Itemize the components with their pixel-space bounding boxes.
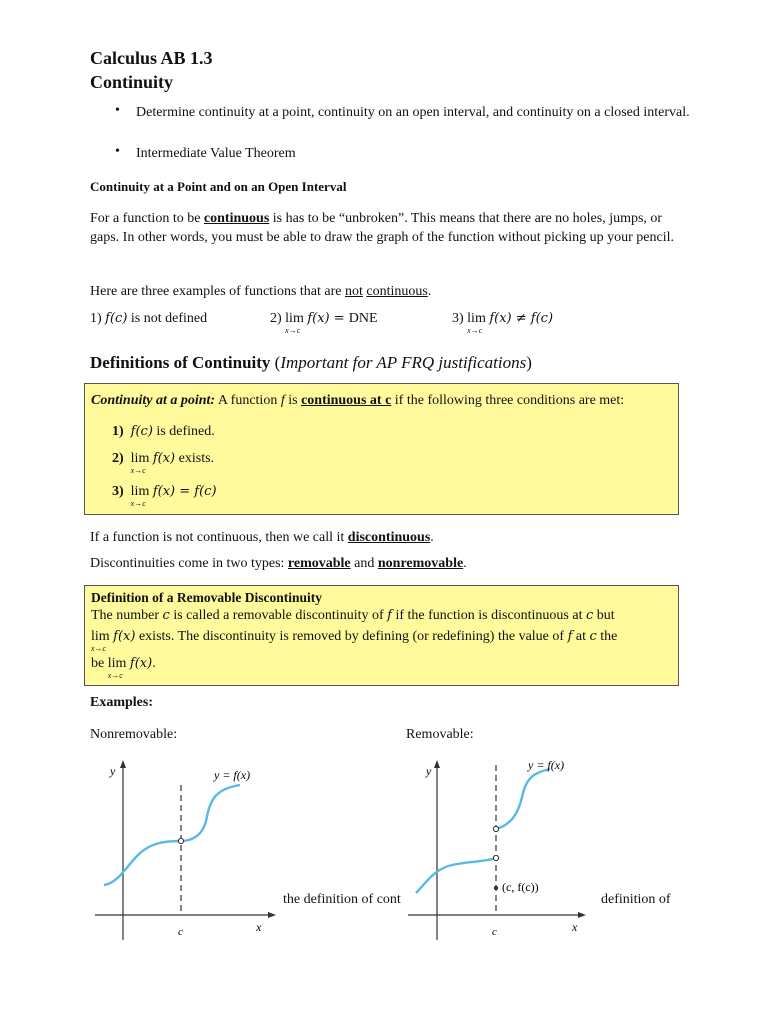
x-axis-arrow — [268, 912, 276, 918]
section-heading: Continuity at a Point and on an Open Interval — [90, 179, 347, 194]
box2-line2: lim x→c f(x) exists. The discontinuity is removed by defining (or redefining) the value of f at c the — [91, 629, 618, 653]
curve-left — [416, 858, 496, 893]
x-axis-arrow — [578, 912, 586, 918]
y-axis-arrow — [434, 760, 440, 768]
closed-point — [494, 886, 498, 890]
curve-right — [496, 769, 550, 829]
box1-intro: Continuity at a point: A function f is continuous at c if the following three conditions are met: — [91, 393, 625, 408]
x-label: x — [256, 920, 262, 934]
nonremovable-graph — [90, 755, 280, 945]
function-label: y = f(x) — [214, 768, 251, 782]
bullet-item: Determine continuity at a point, continuity on an open interval, and continuity on a closed interval. — [136, 105, 690, 120]
bullet-marker: • — [115, 103, 120, 118]
bullet-item: Intermediate Value Theorem — [136, 146, 296, 161]
continuity-definition-box — [84, 383, 679, 515]
example-3: 3) lim x→c f(x) ≠ f(c) — [452, 311, 554, 335]
open-point — [178, 838, 183, 843]
open-point-top — [493, 826, 498, 831]
page-title: Calculus AB 1.3 — [90, 48, 213, 68]
y-label: y — [426, 764, 432, 778]
paragraph-examples-intro: Here are three examples of functions that are not continuous. — [90, 284, 432, 299]
open-point-bottom — [493, 855, 498, 860]
box2-heading: Definition of a Removable Discontinuity — [91, 590, 322, 605]
y-axis-arrow — [120, 760, 126, 768]
box2-line1: The number c is called a removable discontinuity of f if the function is discontinuous at c but — [91, 608, 615, 623]
overlap-text-left: the definition of cont — [283, 892, 401, 907]
page-subtitle: Continuity — [90, 72, 174, 92]
examples-heading: Examples: — [90, 695, 153, 710]
definitions-heading: Definitions of Continuity (Important for AP FRQ justifications) — [90, 353, 532, 372]
removable-graph — [400, 755, 600, 945]
removable-definition-box — [84, 585, 679, 686]
paragraph-discontinuous: If a function is not continuous, then we call it discontinuous. — [90, 530, 434, 545]
example-1: 1) f(c) is not defined — [90, 311, 208, 326]
box2-line3: be lim x→c f(x). — [91, 656, 156, 680]
bullet-marker: • — [115, 144, 120, 159]
term-continuous: continuous — [203, 211, 270, 226]
paragraph-types: Discontinuities come in two types: removable and nonremovable. — [90, 556, 467, 571]
condition-1: 1) f(c) is defined. — [112, 424, 215, 439]
condition-3: 3) lim x→c f(x) = f(c) — [112, 484, 217, 508]
curve — [104, 785, 240, 885]
function-label: y = f(x) — [528, 758, 565, 772]
c-label: c — [492, 926, 497, 938]
y-label: y — [110, 764, 116, 778]
nonremovable-label: Nonremovable: — [90, 727, 178, 742]
condition-2: 2) lim x→c f(x) exists. — [112, 451, 215, 475]
c-label: c — [178, 926, 183, 938]
example-2: 2) lim x→c f(x) = DNE — [270, 311, 378, 335]
overlap-text-right: definition of — [601, 892, 671, 907]
paragraph-continuous: For a function to be continuous is has to be “unbroken”. This means that there are no holes, jumps, or gaps. In other words, you must be able to draw the graph of the function without picking up your pencil. — [90, 211, 674, 245]
x-label: x — [572, 920, 578, 934]
point-label: (c, f(c)) — [502, 880, 539, 894]
removable-label: Removable: — [406, 727, 474, 742]
